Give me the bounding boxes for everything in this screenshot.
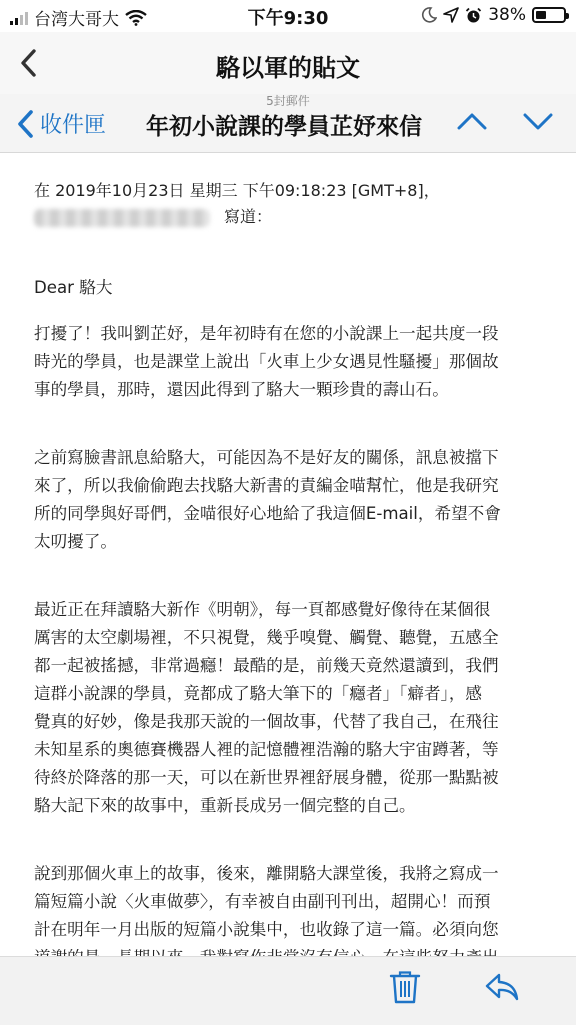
chevron-left-icon <box>16 109 34 139</box>
status-bar <box>0 0 576 32</box>
text-line: 之前寫臉書訊息給駱大，可能因為不是好友的關係，訊息被擋下 <box>34 448 499 467</box>
text-line: 駱大記下來的故事中，重新長成另一個完整的自己。 <box>34 796 416 815</box>
battery-fill <box>536 11 546 19</box>
reply-icon[interactable] <box>484 971 520 1003</box>
text-line: 未知星系的奧德賽機器人裡的記憶體裡浩瀚的駱大宇宙蹲著，等 <box>34 740 499 759</box>
text-line: 所的同學與好哥們，金喵很好心地給了我這個E-mail，希望不會 <box>34 504 501 523</box>
blurred-sender-address <box>34 209 210 227</box>
chevron-down-icon[interactable] <box>522 110 554 132</box>
text-line: 來了，所以我偷偷跑去找駱大新書的責編金喵幫忙，他是我研究 <box>34 476 499 495</box>
email-meta-sender <box>34 204 556 230</box>
text-line: 事的學員，那時，還因此得到了駱大一顆珍貴的壽山石。 <box>34 380 449 399</box>
email-screenshot <box>0 94 576 1024</box>
text-line: 覺真的好妙，像是我那天說的一個故事，代替了我自己，在飛往 <box>34 712 499 731</box>
alarm-icon <box>465 7 482 24</box>
text-line: 厲害的太空劇場裡，不只視覺，幾乎嗅覺、觸覺、聽覺，五感全 <box>34 628 499 647</box>
trash-icon[interactable] <box>388 969 422 1005</box>
message-nav <box>456 110 554 132</box>
email-greeting: Dear 駱大 <box>34 278 113 297</box>
text-line: 待終於降落的那一天，可以在新世界裡舒展身體，從那一點點被 <box>34 768 499 787</box>
status-right <box>421 5 566 25</box>
email-paragraph-3 <box>34 596 556 820</box>
mail-header <box>0 94 576 153</box>
inbox-back-button[interactable] <box>16 108 106 139</box>
navigation-bar <box>0 32 576 95</box>
battery-icon <box>532 7 566 23</box>
text-line: 這群小說課的學員，竟都成了駱大筆下的「癮者」「癖者」，感 <box>34 684 483 703</box>
text-line: 太叨擾了。 <box>34 532 117 551</box>
text-line: 都一起被搖撼，非常過癮！最酷的是，前幾天竟然還讀到，我們 <box>34 656 499 675</box>
message-count: 5封郵件 <box>266 94 310 108</box>
page-title: 駱以軍的貼文 <box>216 54 360 82</box>
email-meta-wrote: 寫道： <box>224 207 273 226</box>
carrier-name: 台湾大哥大 <box>34 10 119 30</box>
moon-icon <box>421 7 437 23</box>
email-meta-date: 在 2019年10月23日 星期三 下午09:18:23 [GMT+8]， <box>34 181 440 200</box>
email-body <box>34 178 556 1028</box>
status-time: 下午9:30 <box>247 8 329 29</box>
location-arrow-icon <box>443 7 459 23</box>
chevron-up-icon[interactable] <box>456 110 488 132</box>
battery-percent: 38% <box>488 5 526 25</box>
inbox-label: 收件匣 <box>40 113 107 138</box>
mail-toolbar <box>0 956 576 1025</box>
text-line: 時光的學員，也是課堂上說出「火車上少女遇見性騷擾」那個故 <box>34 352 499 371</box>
email-subject: 年初小說課的學員芷妤來信 <box>146 114 422 140</box>
email-paragraph-1 <box>34 320 556 404</box>
text-line: 最近正在拜讀駱大新作《明朝》，每一頁都感覺好像待在某個很 <box>34 600 491 619</box>
text-line: 說到那個火車上的故事，後來，離開駱大課堂後，我將之寫成一 <box>34 864 499 883</box>
email-paragraph-2 <box>34 444 556 556</box>
text-line: 計在明年一月出版的短篇小說集中，也收錄了這一篇。必須向您 <box>34 920 499 939</box>
text-line: 篇短篇小說〈火車做夢〉，有幸被自由副刊刊出，超開心！而預 <box>34 892 491 911</box>
text-line: 打擾了！我叫劉芷妤，是年初時有在您的小說課上一起共度一段 <box>34 324 499 343</box>
